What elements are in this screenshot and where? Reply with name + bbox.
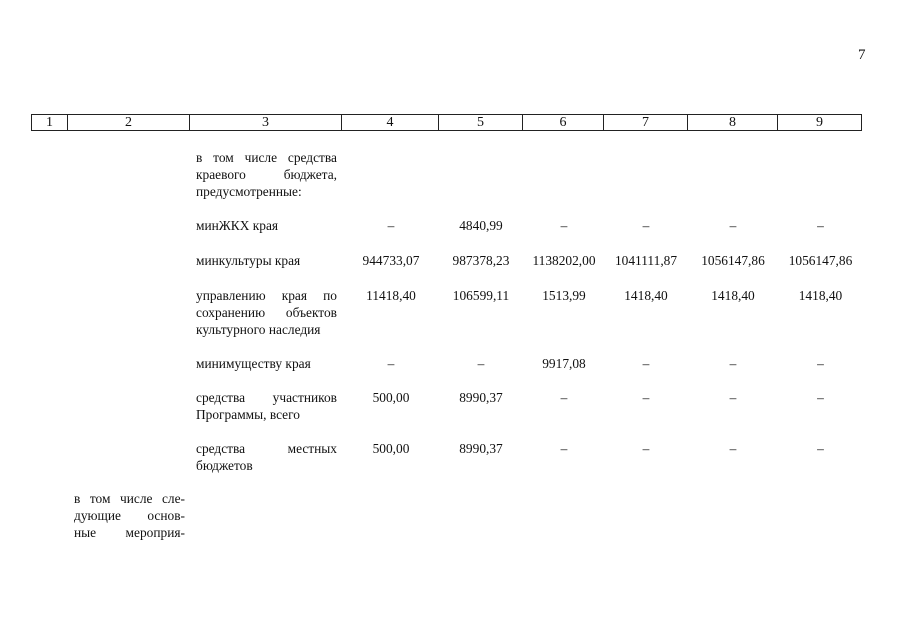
value-col-7: 1041111,87 (614, 253, 678, 268)
value-col-6: 1513,99 (542, 288, 586, 303)
value-col-5: 8990,37 (459, 390, 503, 405)
value-col-8: 1056147,86 (701, 253, 765, 268)
row-description: управлению края по сохранению объектов культурного наследия (196, 288, 337, 337)
value-col-5: 987378,23 (452, 253, 510, 268)
value-col-4: – (387, 218, 395, 233)
value-col-8: – (729, 390, 737, 405)
column-number-4: 4 (342, 115, 439, 131)
value-col-5: 4840,99 (459, 218, 503, 233)
value-col-9: – (817, 218, 824, 233)
column-number-1: 1 (32, 115, 68, 131)
value-col-4: 944733,07 (362, 253, 420, 268)
value-col-6: – (560, 390, 568, 405)
value-col-6: 9917,08 (542, 356, 586, 371)
value-col-8: – (729, 356, 737, 371)
value-col-8: 1418,40 (711, 288, 755, 303)
value-col-9: 1418,40 (798, 288, 843, 303)
column-number-3: 3 (190, 115, 342, 131)
value-col-6: 1138202,00 (532, 253, 596, 268)
column-number-8: 8 (688, 115, 778, 131)
value-col-4: – (387, 356, 395, 371)
row-description: в том числе средства краевого бюджета, предусмотренные: (196, 150, 337, 199)
value-col-4: 500,00 (372, 441, 410, 456)
page-number: 7 (858, 47, 866, 63)
column-2-note (74, 490, 185, 541)
value-col-6: – (560, 218, 568, 233)
value-col-9: – (817, 441, 824, 456)
row-description: средства участников Программы, всего (196, 390, 337, 422)
note-line: в том числе сле- (74, 491, 185, 506)
column-number-9: 9 (778, 115, 862, 131)
value-col-9: 1056147,86 (788, 253, 853, 268)
value-col-9: – (817, 390, 824, 405)
value-col-7: – (642, 356, 650, 371)
value-col-5: 106599,11 (452, 288, 510, 303)
value-col-5: 8990,37 (459, 441, 503, 456)
column-number-7: 7 (604, 115, 688, 131)
value-col-4: 11418,40 (366, 288, 416, 303)
table-header-row (31, 114, 862, 131)
column-number-5: 5 (439, 115, 523, 131)
value-col-5: – (477, 356, 485, 371)
value-col-7: 1418,40 (624, 288, 668, 303)
column-number-6: 6 (523, 115, 604, 131)
row-description: средства местных бюджетов (196, 441, 337, 473)
note-line: ные мероприя- (74, 525, 185, 540)
row-description: минимуществу края (196, 356, 311, 371)
row-description: минкультуры края (196, 253, 301, 268)
row-description: минЖКХ края (196, 218, 279, 233)
value-col-8: – (729, 441, 737, 456)
column-number-2: 2 (68, 115, 190, 131)
value-col-9: – (817, 356, 824, 371)
value-col-7: – (642, 218, 650, 233)
value-col-7: – (642, 390, 650, 405)
value-col-7: – (642, 441, 650, 456)
value-col-4: 500,00 (372, 390, 410, 405)
note-line: дующие основ- (74, 508, 185, 523)
value-col-8: – (729, 218, 737, 233)
value-col-6: – (560, 441, 568, 456)
